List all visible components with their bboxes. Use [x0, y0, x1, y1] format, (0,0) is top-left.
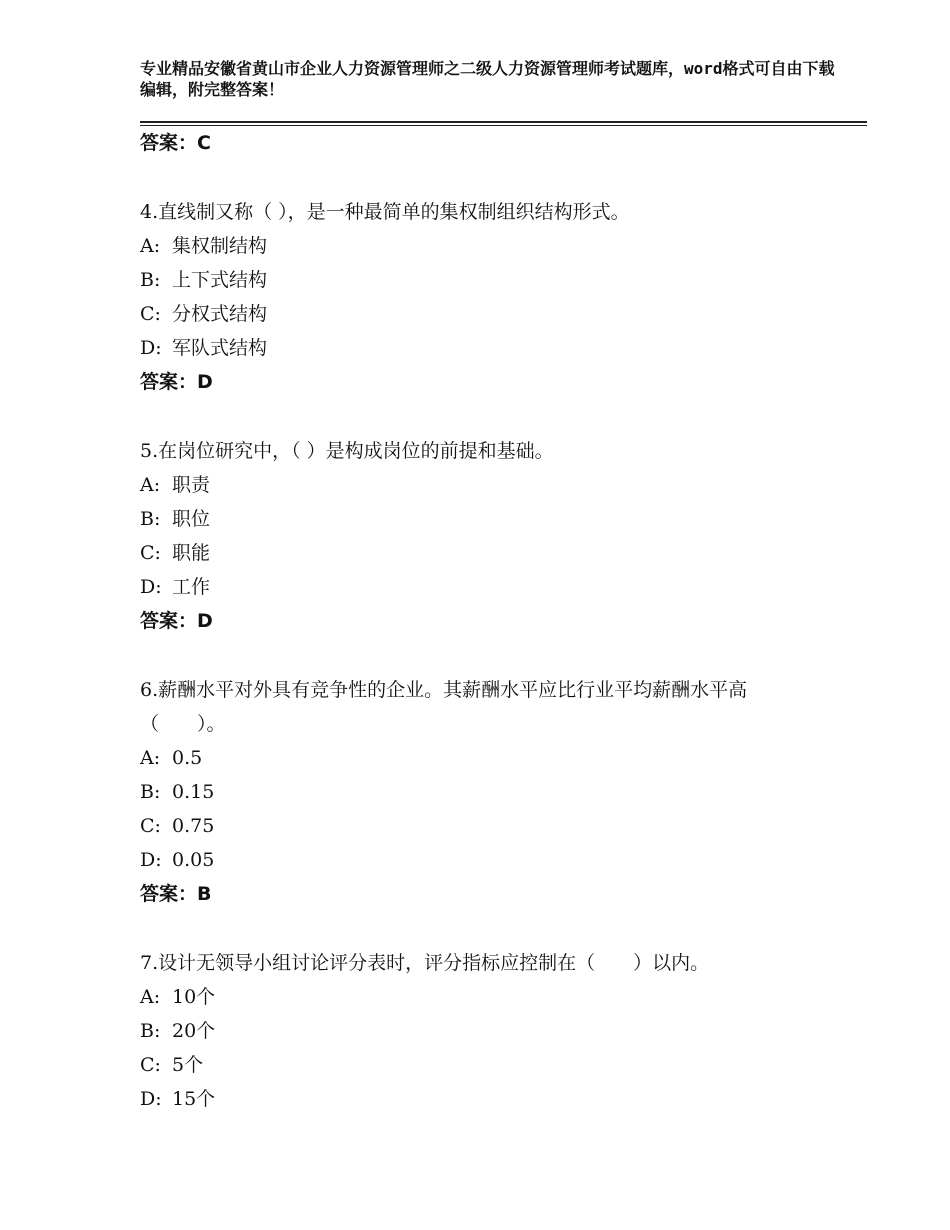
option-d: D: 15个	[140, 1088, 216, 1110]
option-a: A: 10个	[140, 986, 216, 1008]
option-a: A: 集权制结构	[140, 235, 268, 257]
answer-text: 答案：D	[140, 610, 213, 632]
option-b: B: 职位	[140, 508, 211, 530]
option-d: D: 工作	[140, 576, 211, 598]
answer-text: 答案：D	[140, 371, 213, 393]
document-header: 专业精品安徽省黄山市企业人力资源管理师之二级人力资源管理师考试题库，word格式可自由下载编辑，附完整答案！	[140, 59, 835, 99]
option-c: C: 分权式结构	[140, 303, 268, 325]
option-b: B: 20个	[140, 1020, 216, 1042]
question-list	[140, 126, 840, 1116]
option-c: C: 0.75	[140, 815, 215, 837]
question-block	[140, 195, 840, 399]
option-b: B: 上下式结构	[140, 269, 268, 291]
option-c: C: 5个	[140, 1054, 204, 1076]
question-text: 6.薪酬水平对外具有竞争性的企业。其薪酬水平应比行业平均薪酬水平高（ ）。	[140, 679, 748, 735]
answer-text: 答案：B	[140, 883, 212, 905]
option-c: C: 职能	[140, 542, 211, 564]
question-block	[140, 946, 840, 1116]
option-a: A: 职责	[140, 474, 211, 496]
option-d: D: 军队式结构	[140, 337, 268, 359]
header-rule-thick	[140, 121, 867, 123]
option-d: D: 0.05	[140, 849, 215, 871]
answer-text: 答案：C	[140, 132, 211, 154]
question-block	[140, 434, 840, 638]
question-block	[140, 673, 840, 911]
question-text: 7.设计无领导小组讨论评分表时，评分指标应控制在（ ）以内。	[140, 952, 710, 974]
question-text: 5.在岗位研究中，（ ）是构成岗位的前提和基础。	[140, 440, 554, 462]
option-a: A: 0.5	[140, 747, 203, 769]
question-text: 4.直线制又称（ ），是一种最简单的集权制组织结构形式。	[140, 201, 630, 223]
option-b: B: 0.15	[140, 781, 215, 803]
